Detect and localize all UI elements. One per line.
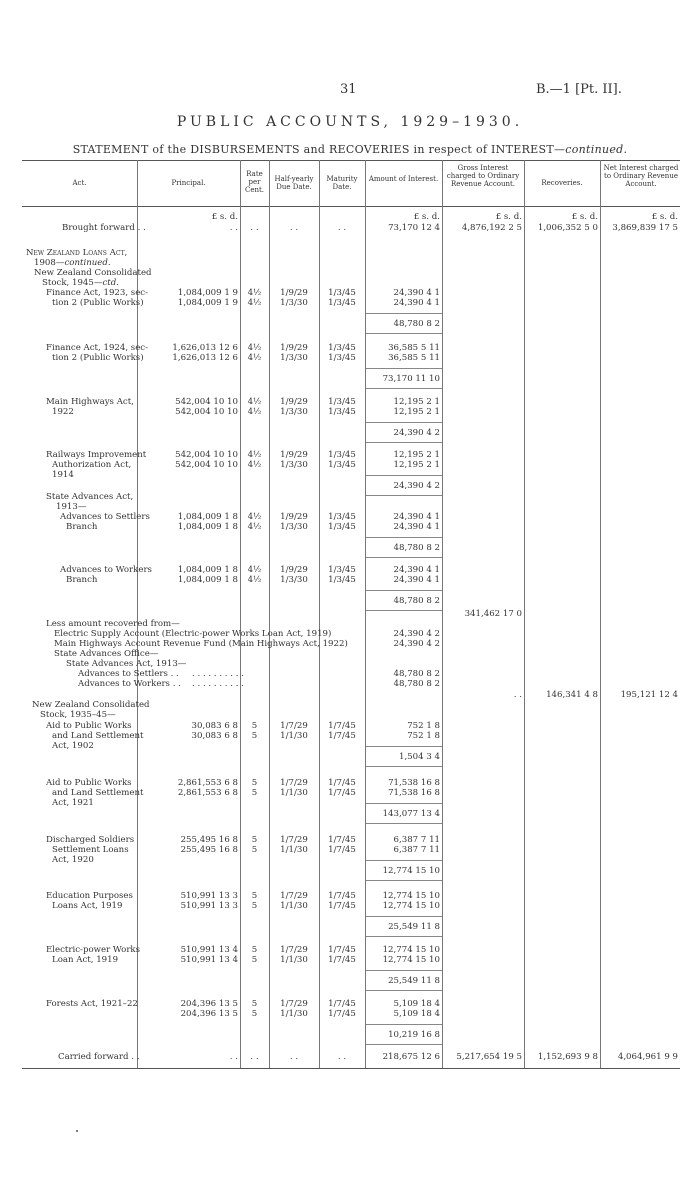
group-c-3-maturity: 1/7/45 <box>328 891 356 901</box>
header-bottom-rule <box>22 206 680 207</box>
group-a-1-amount: 36,585 5 11 <box>388 343 440 353</box>
group-a-2-maturity: 1/3/45 <box>328 397 356 407</box>
group-a-0-subtotal: 48,780 8 2 <box>393 319 440 329</box>
group-a-2-act-line: 1922 <box>52 407 74 417</box>
group-b-0-amount: 24,390 4 1 <box>393 512 440 522</box>
recovery-highways-amount: 24,390 4 2 <box>393 639 440 649</box>
group-c-2-half: 1/1/30 <box>280 845 308 855</box>
group-a-0-principal: 1,084,009 1 9 <box>177 288 238 298</box>
recovery-electric-supply: Electric Supply Account (Electric-power Works Loan Act, 1919) <box>54 629 332 639</box>
col-header-maturity: Maturity Date. <box>326 175 358 191</box>
group-c-1-act-line: Act, 1921 <box>52 798 94 808</box>
brought-forward-rate: . . <box>250 223 259 233</box>
nz-loans-year: 1908—continued. <box>34 258 111 268</box>
less-recovered-heading: Less amount recovered from— <box>46 619 180 629</box>
col-header-recoveries: Recoveries. <box>541 179 583 187</box>
group-a-1-subtotal: 73,170 11 10 <box>382 374 440 384</box>
group-c-2-subtotal: 12,774 15 10 <box>382 866 440 876</box>
group-c-4-act-line: Electric-power Works <box>46 945 141 955</box>
col-rule <box>365 160 366 1068</box>
currency-units-gross: £ s. d. <box>495 212 522 222</box>
subtotal-rule <box>366 368 442 369</box>
group-a-2-half: 1/9/29 <box>280 397 308 407</box>
col-rule <box>600 160 601 1068</box>
subtotal-rule <box>366 880 442 881</box>
subtotal-rule <box>366 823 442 824</box>
group-a-3-principal: 542,004 10 10 <box>175 450 238 460</box>
group-a-2-amount: 12,195 2 1 <box>393 397 440 407</box>
col-header-rate: Rate per Cent. <box>244 170 265 194</box>
group-a-0-rate: 4½ <box>247 288 262 298</box>
group-b-1-maturity: 1/3/45 <box>328 575 356 585</box>
subtotal-rule <box>366 313 442 314</box>
group-b-1-act-line: Advances to Workers <box>60 565 152 575</box>
group-b-0-maturity: 1/3/45 <box>328 512 356 522</box>
group-c-4-amount: 12,774 15 10 <box>382 945 440 955</box>
group-c-1-principal: 2,861,553 6 8 <box>177 778 238 788</box>
subtotal-rule <box>366 610 442 611</box>
stock-1935-sub: Stock, 1935–45— <box>40 710 116 720</box>
group-c-4-maturity: 1/7/45 <box>328 955 356 965</box>
carried-forward-rate: . . <box>250 1052 259 1062</box>
group-a-1-act-line: tion 2 (Public Works) <box>52 353 144 363</box>
subtotal-rule <box>366 537 442 538</box>
subtotal-rule <box>366 1044 442 1045</box>
group-a-1-maturity: 1/3/45 <box>328 343 356 353</box>
group-b-0-principal: 1,084,009 1 8 <box>177 522 238 532</box>
group-a-2-rate: 4½ <box>247 397 262 407</box>
group-c-3-rate: 5 <box>251 891 258 901</box>
recovery-workers-amount: 48,780 8 2 <box>393 679 440 689</box>
stock-1945-heading: New Zealand Consolidated <box>34 268 152 278</box>
group-c-0-half: 1/7/29 <box>280 721 308 731</box>
group-a-0-principal: 1,084,009 1 9 <box>177 298 238 308</box>
currency-units-net: £ s. d. <box>651 212 678 222</box>
ctd-note: ctd. <box>102 278 119 288</box>
group-c-2-act-line: Act, 1920 <box>52 855 94 865</box>
group-c-2-maturity: 1/7/45 <box>328 835 356 845</box>
group-c-1-half: 1/7/29 <box>280 778 308 788</box>
group-a-0-rate: 4½ <box>247 298 262 308</box>
statement-subtitle <box>0 143 700 156</box>
brought-forward-maturity: . . <box>337 223 347 233</box>
group-c-1-subtotal: 143,077 13 4 <box>382 809 440 819</box>
col-header-act: Act. <box>72 179 87 187</box>
group-b-1-half: 1/3/30 <box>280 575 308 585</box>
group-a-2-principal: 542,004 10 10 <box>175 407 238 417</box>
group-c-5-principal: 204,396 13 5 <box>180 999 238 1009</box>
group-c-3-act-line: Loans Act, 1919 <box>52 901 123 911</box>
group-c-4-act-line: Loan Act, 1919 <box>52 955 119 965</box>
group-c-5-maturity: 1/7/45 <box>328 999 356 1009</box>
group-a-3-half: 1/3/30 <box>280 460 308 470</box>
group-c-4-principal: 510,991 13 4 <box>180 955 238 965</box>
brought-forward-half: . . <box>289 223 299 233</box>
group-c-0-subtotal: 1,504 3 4 <box>398 752 440 762</box>
group-c-5-rate: 5 <box>251 1009 258 1019</box>
group-a-3-act-line: Authorization Act, <box>52 460 132 470</box>
group-b-0-act-line: Branch <box>66 522 98 532</box>
page-title: PUBLIC ACCOUNTS, 1929–1930. <box>176 114 524 130</box>
group-b-1-principal: 1,084,009 1 8 <box>177 565 238 575</box>
state-advances-heading: State Advances Act, <box>46 492 134 502</box>
group-a-1-half: 1/9/29 <box>280 343 308 353</box>
group-c-0-rate: 5 <box>251 731 258 741</box>
group-c-2-rate: 5 <box>251 845 258 855</box>
recovery-main-highways: Main Highways Account Revenue Fund (Main Highways Act, 1922) <box>54 639 348 649</box>
group-c-3-principal: 510,991 13 3 <box>180 901 238 911</box>
group-b-0-act-line: Advances to Settlers <box>60 512 150 522</box>
group-a-2-act-line: Main Highways Act, <box>46 397 134 407</box>
recovery-state-advances-office: State Advances Office— <box>54 649 159 659</box>
carried-forward-recoveries: 1,152,693 9 8 <box>537 1052 598 1062</box>
group-a-0-amount: 24,390 4 1 <box>393 288 440 298</box>
subtotal-rule <box>366 590 442 591</box>
brought-forward-amount: 73,170 12 4 <box>388 223 440 233</box>
carried-forward-net: 4,064,961 9 9 <box>617 1052 678 1062</box>
group-a-0-maturity: 1/3/45 <box>328 298 356 308</box>
group-c-4-rate: 5 <box>251 945 258 955</box>
group-c-4-rate: 5 <box>251 955 258 965</box>
group-c-0-amount: 752 1 8 <box>407 721 440 731</box>
group-a-1-rate: 4½ <box>247 353 262 363</box>
carried-forward-gross: 5,217,654 19 5 <box>456 1052 522 1062</box>
group-b-0-subtotal: 48,780 8 2 <box>393 543 440 553</box>
group-c-3-half: 1/7/29 <box>280 891 308 901</box>
group-c-4-principal: 510,991 13 4 <box>180 945 238 955</box>
group-a-3-act-line: 1914 <box>52 470 74 480</box>
group-a-1-principal: 1,626,013 12 6 <box>172 353 238 363</box>
group-b-1-rate: 4½ <box>247 565 262 575</box>
group-c-4-amount: 12,774 15 10 <box>382 955 440 965</box>
leader-dots: . . . . . . . . . . <box>192 669 244 679</box>
subtotal-rule <box>366 557 442 558</box>
group-a-2-rate: 4½ <box>247 407 262 417</box>
currency-units-recoveries: £ s. d. <box>571 212 598 222</box>
col-header-half-yearly: Half-yearly Due Date. <box>274 175 314 191</box>
group-c-5-act-line: Forests Act, 1921–22 <box>46 999 138 1009</box>
group-c-0-act-line: and Land Settlement <box>52 731 144 741</box>
group-b-0-amount: 24,390 4 1 <box>393 522 440 532</box>
group-a-3-act-line: Railways Improvement <box>46 450 147 460</box>
group-c-5-half: 1/1/30 <box>280 1009 308 1019</box>
group-b-1-principal: 1,084,009 1 8 <box>177 575 238 585</box>
group-c-1-maturity: 1/7/45 <box>328 788 356 798</box>
brought-forward-principal: . . <box>229 223 238 233</box>
col-rule <box>524 160 525 1068</box>
group-a-0-act-line: Finance Act, 1923, sec- <box>46 288 149 298</box>
group-b-1-amount: 24,390 4 1 <box>393 565 440 575</box>
group-c-3-amount: 12,774 15 10 <box>382 901 440 911</box>
subtotal-rule <box>366 746 442 747</box>
group-a-0-half: 1/9/29 <box>280 288 308 298</box>
group-a-3-rate: 4½ <box>247 460 262 470</box>
group-c-5-amount: 5,109 18 4 <box>393 1009 440 1019</box>
subtotal-rule <box>366 936 442 937</box>
table-bottom-rule <box>22 1068 680 1069</box>
group-c-2-amount: 6,387 7 11 <box>393 835 440 845</box>
stock-1945-sub: Stock, 1945—ctd. <box>42 278 119 288</box>
recovery-settlers-amount: 48,780 8 2 <box>393 669 440 679</box>
subtotal-rule <box>366 495 442 496</box>
subtotal-rule <box>366 916 442 917</box>
group-c-4-maturity: 1/7/45 <box>328 945 356 955</box>
group-b-0-rate: 4½ <box>247 512 262 522</box>
group-a-2-half: 1/3/30 <box>280 407 308 417</box>
leader-dots: . . . . . . . . . . <box>192 679 244 689</box>
group-c-2-amount: 6,387 7 11 <box>393 845 440 855</box>
group-b-1-half: 1/9/29 <box>280 565 308 575</box>
group-c-1-half: 1/1/30 <box>280 788 308 798</box>
group-a-1-maturity: 1/3/45 <box>328 353 356 363</box>
group-b-0-rate: 4½ <box>247 522 262 532</box>
col-header-net: Net Interest charged to Ordinary Revenue Account. <box>603 164 679 188</box>
group-c-0-half: 1/1/30 <box>280 731 308 741</box>
carried-forward-principal: . . <box>229 1052 238 1062</box>
group-c-3-act-line: Education Purposes <box>46 891 133 901</box>
group-c-5-subtotal: 10,219 16 8 <box>388 1030 440 1040</box>
group-a-0-maturity: 1/3/45 <box>328 288 356 298</box>
group-c-2-rate: 5 <box>251 835 258 845</box>
subtotal-rule <box>366 860 442 861</box>
group-a-1-principal: 1,626,013 12 6 <box>172 343 238 353</box>
group-b-1-act-line: Branch <box>66 575 98 585</box>
group-c-4-subtotal: 25,549 11 8 <box>388 976 440 986</box>
group-c-1-rate: 5 <box>251 788 258 798</box>
group-c-3-amount: 12,774 15 10 <box>382 891 440 901</box>
group-a-0-amount: 24,390 4 1 <box>393 298 440 308</box>
group-c-0-amount: 752 1 8 <box>407 731 440 741</box>
document-reference: B.—1 [Pt. II]. <box>536 82 622 97</box>
group-c-0-act-line: Aid to Public Works <box>46 721 132 731</box>
recovery-electric-amount: 24,390 4 2 <box>393 629 440 639</box>
subtotal-rule <box>366 970 442 971</box>
group-b-0-maturity: 1/3/45 <box>328 522 356 532</box>
recoveries-subtotal: 146,341 4 8 <box>546 690 598 700</box>
group-a-1-amount: 36,585 5 11 <box>388 353 440 363</box>
page-number: 31 <box>340 82 357 97</box>
group-b-0-principal: 1,084,009 1 8 <box>177 512 238 522</box>
carried-forward-half: . . <box>289 1052 299 1062</box>
group-c-3-maturity: 1/7/45 <box>328 901 356 911</box>
subtotal-rule <box>366 442 442 443</box>
group-c-1-principal: 2,861,553 6 8 <box>177 788 238 798</box>
subtotal-rule <box>366 1024 442 1025</box>
subtotal-rule <box>366 475 442 476</box>
group-b-1-rate: 4½ <box>247 575 262 585</box>
group-b-0-half: 1/3/30 <box>280 522 308 532</box>
currency-units-amount: £ s. d. <box>413 212 440 222</box>
group-a-3-principal: 542,004 10 10 <box>175 460 238 470</box>
group-b-1-subtotal: 48,780 8 2 <box>393 596 440 606</box>
group-c-5-amount: 5,109 18 4 <box>393 999 440 1009</box>
interest-table <box>22 160 680 1070</box>
recovery-state-advances-act: State Advances Act, 1913— <box>66 659 187 669</box>
subtotal-rule <box>366 766 442 767</box>
subtotal-rule <box>366 803 442 804</box>
subtitle-continued: continued. <box>565 143 628 156</box>
gross-subtotal-block: 341,462 17 0 <box>464 609 522 619</box>
brought-forward-recoveries: 1,006,352 5 0 <box>537 223 598 233</box>
group-c-4-half: 1/1/30 <box>280 955 308 965</box>
net-subtotal: 195,121 12 4 <box>620 690 678 700</box>
group-a-3-maturity: 1/3/45 <box>328 460 356 470</box>
carried-forward-maturity: . . <box>337 1052 347 1062</box>
group-c-3-half: 1/1/30 <box>280 901 308 911</box>
col-header-principal: Principal. <box>171 179 206 187</box>
table-top-rule <box>22 160 680 161</box>
group-c-2-principal: 255,495 16 8 <box>180 835 238 845</box>
subtotal-rule <box>366 388 442 389</box>
gross-leader-dots: . . <box>513 690 522 700</box>
group-c-2-maturity: 1/7/45 <box>328 845 356 855</box>
group-c-1-act-line: Aid to Public Works <box>46 778 132 788</box>
group-a-3-maturity: 1/3/45 <box>328 450 356 460</box>
group-a-3-amount: 12,195 2 1 <box>393 450 440 460</box>
group-b-1-maturity: 1/3/45 <box>328 565 356 575</box>
group-c-5-rate: 5 <box>251 999 258 1009</box>
continued-note: continued. <box>64 258 111 268</box>
group-a-3-subtotal: 24,390 4 2 <box>393 481 440 491</box>
group-c-3-principal: 510,991 13 3 <box>180 891 238 901</box>
stock-1935-heading: New Zealand Consolidated <box>32 700 150 710</box>
group-a-2-subtotal: 24,390 4 2 <box>393 428 440 438</box>
group-c-5-principal: 204,396 13 5 <box>180 1009 238 1019</box>
subtitle-main: STATEMENT of the DISBURSEMENTS and RECOVERIES in respect of INTEREST— <box>72 143 566 156</box>
currency-units-principal: £ s. d. <box>211 212 238 222</box>
brought-forward-gross: 4,876,192 2 5 <box>461 223 522 233</box>
carried-forward-amount: 218,675 12 6 <box>382 1052 440 1062</box>
group-c-5-maturity: 1/7/45 <box>328 1009 356 1019</box>
group-a-3-rate: 4½ <box>247 450 262 460</box>
group-a-1-half: 1/3/30 <box>280 353 308 363</box>
subtotal-rule <box>366 333 442 334</box>
group-c-1-amount: 71,538 16 8 <box>388 778 440 788</box>
group-a-2-principal: 542,004 10 10 <box>175 397 238 407</box>
group-a-3-half: 1/9/29 <box>280 450 308 460</box>
state-advances-year: 1913— <box>56 502 87 512</box>
group-c-0-act-line: Act, 1902 <box>52 741 94 751</box>
stray-mark <box>76 1130 78 1132</box>
carried-forward-label: Carried forward . . <box>58 1052 140 1062</box>
subtotal-rule <box>366 422 442 423</box>
group-b-0-half: 1/9/29 <box>280 512 308 522</box>
group-c-3-rate: 5 <box>251 901 258 911</box>
group-a-2-amount: 12,195 2 1 <box>393 407 440 417</box>
group-a-1-rate: 4½ <box>247 343 262 353</box>
group-a-1-act-line: Finance Act, 1924, sec- <box>46 343 149 353</box>
group-c-0-principal: 30,083 6 8 <box>191 721 238 731</box>
recovery-settlers: Advances to Settlers . . <box>78 669 179 679</box>
group-a-0-half: 1/3/30 <box>280 298 308 308</box>
group-c-1-act-line: and Land Settlement <box>52 788 144 798</box>
group-c-5-half: 1/7/29 <box>280 999 308 1009</box>
group-c-0-rate: 5 <box>251 721 258 731</box>
subtotal-rule <box>366 990 442 991</box>
brought-forward-net: 3,869,839 17 5 <box>612 223 678 233</box>
group-b-1-amount: 24,390 4 1 <box>393 575 440 585</box>
brought-forward-label: Brought forward . . <box>62 223 146 233</box>
group-c-0-principal: 30,083 6 8 <box>191 731 238 741</box>
group-c-2-act-line: Settlement Loans <box>52 845 129 855</box>
group-a-3-amount: 12,195 2 1 <box>393 460 440 470</box>
group-c-1-maturity: 1/7/45 <box>328 778 356 788</box>
group-c-0-maturity: 1/7/45 <box>328 731 356 741</box>
group-c-1-rate: 5 <box>251 778 258 788</box>
group-c-1-amount: 71,538 16 8 <box>388 788 440 798</box>
group-c-0-maturity: 1/7/45 <box>328 721 356 731</box>
col-header-gross: Gross Interest charged to Ordinary Revenue Account. <box>446 164 520 188</box>
group-c-3-subtotal: 25,549 11 8 <box>388 922 440 932</box>
group-c-4-half: 1/7/29 <box>280 945 308 955</box>
recovery-workers: Advances to Workers . . <box>78 679 181 689</box>
group-a-2-maturity: 1/3/45 <box>328 407 356 417</box>
col-header-amount: Amount of Interest. <box>368 175 439 183</box>
group-a-0-act-line: tion 2 (Public Works) <box>52 298 144 308</box>
nz-loans-heading: New Zealand Loans Act, <box>26 248 128 258</box>
group-c-2-act-line: Discharged Soldiers <box>46 835 135 845</box>
group-c-2-principal: 255,495 16 8 <box>180 845 238 855</box>
group-c-2-half: 1/7/29 <box>280 835 308 845</box>
